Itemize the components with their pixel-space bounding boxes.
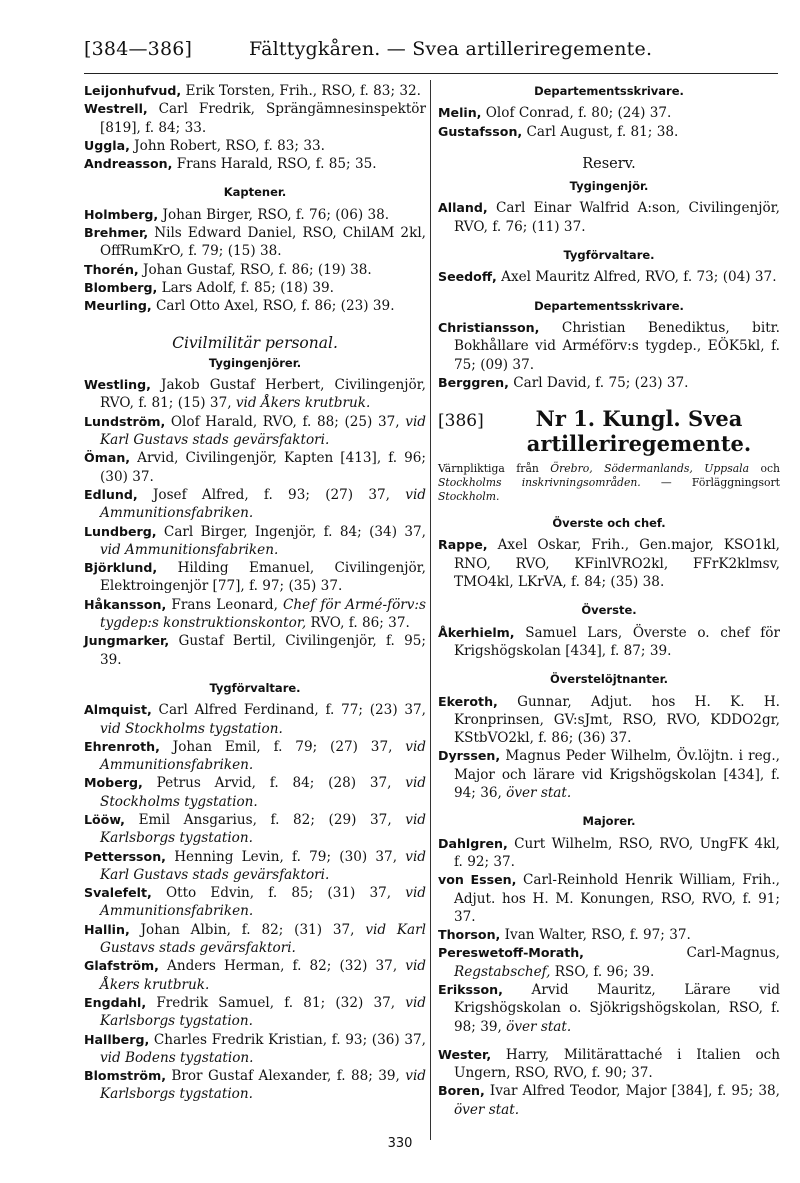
entry (84, 957, 426, 994)
entry-italic: vid Karlsborgs tygstation. (100, 1068, 426, 1103)
entry-text: Anders Herman, f. 82; (32) 37, (158, 958, 406, 975)
entry (84, 155, 426, 173)
entry-text: Olof Harald, RVO, f. 88; (25) 37, (165, 413, 406, 430)
entry-italic: vid Bodens tygstation. (100, 1049, 254, 1066)
entry-name: Westrell, (84, 101, 148, 117)
entry-name: Dyrssen, (438, 748, 501, 764)
entry-text: Charles Fredrik Kristian, f. 93; (36) 37, (149, 1031, 426, 1048)
entry-name: Björklund, (84, 560, 158, 576)
entry (438, 835, 780, 872)
entry-text: Bror Gustaf Alexander, f. 88; 39, (165, 1068, 406, 1085)
entry-text: Arvid, Civilingenjör, Kapten [413], f. 96; (30) 37. (100, 450, 426, 485)
left-column (84, 82, 426, 1104)
entry-name: Hallin, (84, 921, 130, 937)
page-header (84, 38, 774, 60)
regiment-title: Nr 1. Kungl. Svea artilleriregemente. (526, 406, 752, 457)
section-heading-reserv: Reserv. (582, 155, 636, 172)
entry (84, 206, 426, 224)
entry-italic: vid Stockholms tygstation. (100, 775, 426, 810)
entry-text: Lars Adolf, f. 85; (18) 39. (157, 279, 334, 296)
entry (438, 747, 780, 802)
section-heading-kaptener: Kaptener. (223, 185, 287, 200)
entry (84, 884, 426, 921)
entry-tail: RVO, f. 86; 37. (306, 615, 410, 632)
entry (438, 981, 780, 1036)
entry (84, 523, 426, 560)
entry-name: Blomberg, (84, 279, 158, 295)
section-heading-majorer: Majorer. (582, 814, 636, 829)
entry-name: Ehrenroth, (84, 738, 160, 754)
entry-italic: vid Karlsborgs tygstation. (100, 811, 426, 847)
entry-name: Öman, (84, 450, 131, 466)
entry-name: Hallberg, (84, 1031, 150, 1047)
entry-text: Johan Gustaf, RSO, f. 86; (19) 38. (138, 261, 372, 278)
overste-chef-list (438, 536, 780, 591)
entry-name: Meurling, (84, 298, 152, 314)
entry-text: Frans Harald, RSO, f. 85; 35. (172, 156, 377, 173)
entry-name: Jungmarker, (84, 633, 170, 649)
entry (84, 261, 426, 279)
entry (438, 693, 780, 748)
kaptener-list (84, 206, 426, 316)
entry-name: Melin, (438, 105, 482, 121)
header-rule (84, 73, 778, 74)
entry-text: Christian Benediktus, bitr. Bokhållare vid Arméförv:s tygdep., EÖK5kl, f. 75; (09) 37. (454, 319, 780, 373)
entry-text: Carl-Magnus, (583, 945, 780, 962)
entry-italic: över stat. (506, 785, 572, 802)
entry-name: Leijonhufvud, (84, 83, 182, 98)
res-tyg-list (438, 199, 780, 236)
entry-name: Dahlgren, (438, 835, 508, 851)
entry-italic: Chef för Armé-förv:s tygdep:s konstruktionskontor, (100, 596, 426, 632)
entry (84, 559, 426, 596)
entry-text: Nils Edward Daniel, RSO, ChilAM 2kl, OffRumKrO, f. 79; (15) 38. (100, 225, 426, 260)
entry (84, 811, 426, 848)
entry-italic: vid Karl Gustavs stads gevärsfaktori. (100, 413, 426, 449)
entry-text: Harry, Militärattaché i Italien och Ungern, RSO, RVO, f. 90; 37. (454, 1046, 780, 1082)
entry-italic: vid Karl Gustavs stads gevärsfaktori. (100, 848, 426, 883)
entry-name: Berggren, (438, 374, 509, 390)
entry (438, 624, 780, 661)
entry-text: Axel Oskar, Frih., Gen.major, KSO1kl, RNO, RVO, KFinlVRO2kl, FFrK2klmsv, TMO4kl, LKrVA, f. 84; (35) 38. (454, 537, 780, 591)
entry-text: Hilding Emanuel, Civilingenjör, Elektroingenjör [77], f. 97; (35) 37. (100, 560, 426, 595)
entry-name: Glafström, (84, 958, 159, 974)
entry (84, 224, 426, 261)
entry-name: Håkansson, (84, 596, 167, 612)
entry-text: Carl Fredrik, Sprängämnesinspektör [819], f. 84; 33. (100, 101, 426, 136)
entry (438, 1082, 780, 1119)
note-italic: Stockholms inskrivningsområden. (438, 476, 641, 490)
entry (84, 632, 426, 669)
entry (438, 104, 780, 122)
entry (438, 123, 780, 141)
entry-name: Uggla, (84, 137, 130, 153)
entry-italic: vid Åkers krutbruk. (235, 395, 371, 412)
entry-italic: Regstabschef, (454, 963, 551, 980)
section-heading-civil: Civilmilitär personal. (172, 333, 338, 352)
entry-name: Wester, (438, 1046, 492, 1062)
column-divider (430, 80, 431, 1140)
entry-text: Magnus Peder Wilhelm, Öv.löjtn. i reg., Major och lärare vid Krigshögskolan [434], f. 94; 36, (454, 748, 780, 802)
entry (84, 921, 426, 958)
regiment-note (438, 462, 780, 504)
entry-name: Andreasson, (84, 156, 173, 172)
entry (84, 1031, 426, 1068)
entry (84, 297, 426, 315)
entry (84, 449, 426, 486)
page-number: 330 (387, 1136, 413, 1151)
entry-italic: vid Ammunitionsfabriken. (100, 541, 279, 558)
regiment-number: [386] (438, 411, 484, 432)
entry-text: Olof Conrad, f. 80; (24) 37. (481, 105, 672, 122)
entry-name: Pereswetoff-Morath, (438, 945, 584, 961)
entry-name: Boren, (438, 1083, 485, 1099)
note-italic: Örebro, Södermanlands, Uppsala (550, 462, 750, 476)
overstelojtnant-list (438, 693, 780, 803)
entry-text: Johan Albin, f. 82; (31) 37, (129, 921, 366, 938)
entry (438, 871, 780, 926)
right-column (438, 82, 780, 1119)
entry (438, 319, 780, 374)
entry-name: Holmberg, (84, 206, 159, 222)
entry-text: Ivar Alfred Teodor, Major [384], f. 95; 38, (484, 1083, 780, 1100)
entry (84, 486, 426, 523)
tygforvaltare-list (84, 701, 426, 1104)
entry-name: von Essen, (438, 872, 517, 888)
running-title: Fälttygkåren. — Svea artilleriregemente. (249, 38, 653, 60)
entry-text: Josef Alfred, f. 93; (27) 37, (137, 486, 406, 503)
entry-name: Svalefelt, (84, 885, 152, 901)
entry (438, 199, 780, 236)
entry-text: Carl-Reinhold Henrik William, Frih., Adjut. hos H. M. Konungen, RSO, RVO, f. 91; 37. (454, 872, 780, 925)
entry-tail: RSO, f. 96; 39. (550, 963, 655, 980)
entry-text: Axel Mauritz Alfred, RVO, f. 73; (04) 37. (496, 269, 777, 286)
entry (84, 774, 426, 811)
entry-name: Brehmer, (84, 225, 149, 241)
entry-italic: vid Karl Gustavs stads gevärsfaktori. (100, 921, 427, 957)
entry-text: Ivan Walter, RSO, f. 97; 37. (500, 927, 691, 944)
entry-name: Lööw, (84, 811, 125, 827)
entry-text: Carl Birger, Ingenjör, f. 84; (34) 37, (156, 523, 426, 540)
entry-italic: över stat. (506, 1018, 572, 1035)
entry (84, 376, 426, 413)
tygingenjorer-list (84, 376, 426, 669)
entry-text: Erik Torsten, Frih., RSO, f. 83; 32. (181, 83, 421, 99)
entry (84, 279, 426, 297)
entry-name: Åkerhielm, (438, 624, 515, 640)
entry (84, 1067, 426, 1104)
entry-text: Arvid Mauritz, Lärare vid Krigshögskolan o. Sjökrigshögskolan, RSO, f. 98; 39, (454, 981, 780, 1035)
entry-name: Engdahl, (84, 994, 147, 1010)
entry-text: John Robert, RSO, f. 83; 33. (129, 137, 325, 154)
entry-name: Alland, (438, 200, 488, 216)
entry (84, 100, 426, 137)
regiment-heading (438, 406, 780, 456)
entry-name: Lundberg, (84, 523, 157, 539)
dep-list (438, 104, 780, 141)
overste-list (438, 624, 780, 661)
entry-name: Ekeroth, (438, 693, 498, 709)
entry-name: Gustafsson, (438, 123, 523, 139)
section-heading-res-departementsskrivare: Departementsskrivare. (534, 298, 684, 313)
entry (84, 738, 426, 775)
entry-italic: vid Stockholms tygstation. (100, 720, 283, 737)
entry (84, 596, 426, 633)
entry-name: Edlund, (84, 486, 138, 502)
entry (84, 848, 426, 885)
entry-name: Moberg, (84, 775, 143, 791)
entry (84, 82, 426, 100)
entry-italic: vid Karlsborgs tygstation. (100, 994, 426, 1030)
section-heading-overstelojtnanter: Överstelöjtnanter. (550, 672, 668, 687)
note-text: Värnpliktiga från (438, 462, 551, 476)
entry (438, 1046, 780, 1083)
entry-name: Christiansson, (438, 319, 540, 335)
entry-text: Otto Edvin, f. 85; (31) 37, (151, 885, 406, 902)
entry-name: Lundström, (84, 413, 166, 429)
entry (84, 994, 426, 1031)
section-heading-departementsskrivare: Departementsskrivare. (534, 84, 684, 98)
entry-text: Curt Wilhelm, RSO, RVO, UngFK 4kl, f. 92; 37. (454, 835, 780, 870)
section-heading-overste: Överste. (581, 603, 637, 618)
entry-italic: vid Åkers krutbruk. (100, 958, 426, 993)
entry-name: Rappe, (438, 537, 488, 553)
res-forv-list (438, 268, 780, 286)
section-heading-tygforvaltare: Tygförvaltare. (209, 680, 301, 695)
entry-text: Fredrik Samuel, f. 81; (32) 37, (146, 994, 406, 1011)
entry-text: Gunnar, Adjut. hos H. K. H. Kronprinsen, GV:sJmt, RSO, RVO, KDDO2gr, KStbVO2kl, f. 86; (36) 37. (454, 693, 780, 747)
entry-text: Carl August, f. 81; 38. (522, 123, 679, 140)
entry-text: Petrus Arvid, f. 84; (28) 37, (142, 775, 406, 792)
section-heading-overste-chef: Överste och chef. (552, 516, 666, 531)
entry-text: Jakob Gustaf Herbert, Civilingenjör, RVO, f. 81; (15) 37, (100, 377, 426, 412)
entry-name: Pettersson, (84, 848, 166, 864)
entry (438, 944, 780, 981)
entry-text: Gustaf Bertil, Civilingenjör, f. 95; 39. (100, 633, 426, 668)
entry-text: Carl Otto Axel, RSO, f. 86; (23) 39. (151, 298, 395, 315)
top-entries (84, 82, 426, 173)
entry (84, 137, 426, 155)
entry-text: Johan Birger, RSO, f. 76; (06) 38. (158, 206, 390, 223)
section-heading-res-tygingenjor: Tygingenjör. (569, 179, 649, 194)
entry (84, 701, 426, 738)
note-text: och (749, 462, 780, 476)
entry-text: Frans Leonard, (166, 596, 284, 613)
section-heading-res-tygforvaltare: Tygförvaltare. (563, 248, 655, 263)
entry-italic: vid Ammunitionsfabriken. (100, 486, 426, 522)
note-text: — Förläggningsort (640, 476, 781, 490)
page-range: [384—386] (84, 38, 193, 60)
entry-italic: vid Ammunitionsfabriken. (100, 885, 426, 920)
wester-list (438, 1046, 780, 1119)
entry-name: Thorson, (438, 927, 501, 943)
entry-text: Henning Levin, f. 79; (30) 37, (165, 848, 406, 865)
section-heading-tygingenjorer: Tygingenjörer. (208, 355, 302, 370)
entry-text: Carl Einar Walfrid A:son, Civilingenjör, RVO, f. 76; (11) 37. (454, 200, 780, 235)
entry-text: Carl Alfred Ferdinand, f. 77; (23) 37, (151, 702, 426, 719)
entry-name: Eriksson, (438, 981, 503, 997)
majorer-list (438, 835, 780, 1036)
note-italic: Stockholm. (438, 490, 500, 504)
res-dep-list (438, 319, 780, 392)
entry-text: Samuel Lars, Överste o. chef för Krigshögskolan [434], f. 87; 39. (454, 624, 780, 659)
entry-name: Blomström, (84, 1068, 166, 1084)
entry-italic: vid Ammunitionsfabriken. (100, 738, 426, 774)
entry-name: Westling, (84, 377, 151, 393)
entry-text: Johan Emil, f. 79; (27) 37, (159, 738, 406, 755)
entry-name: Almquist, (84, 702, 152, 718)
entry-text: Carl David, f. 75; (23) 37. (508, 374, 689, 391)
entry-name: Seedoff, (438, 269, 497, 285)
entry (438, 926, 780, 944)
entry (438, 536, 780, 591)
entry (438, 268, 780, 286)
entry-name: Thorén, (84, 261, 139, 277)
entry-italic: över stat. (454, 1101, 520, 1118)
entry (84, 413, 426, 450)
entry (438, 374, 780, 392)
entry-text: Emil Ansgarius, f. 82; (29) 37, (124, 811, 406, 828)
